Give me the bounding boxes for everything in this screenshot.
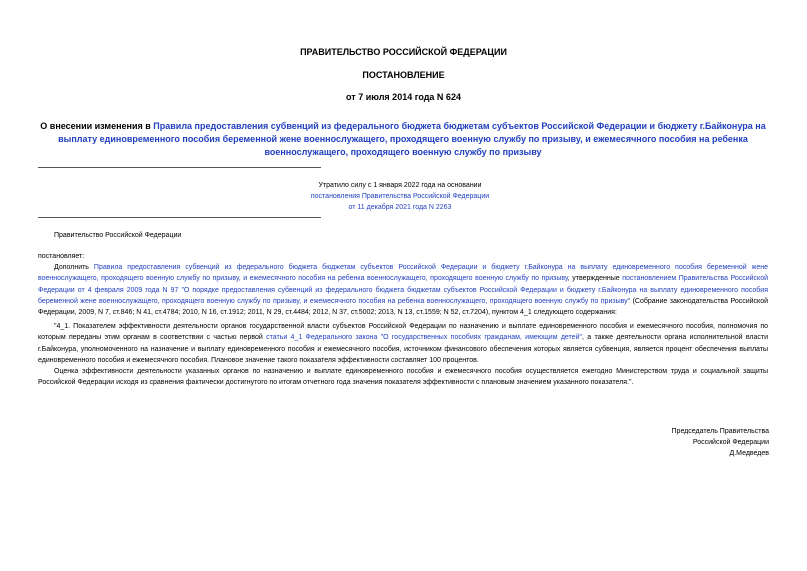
amended-rules-link[interactable]: Правила предоставления субвенций из федерального бюджета бюджетам субъектов Российской Федерации и бюджету г.Байконура на выплату единовременного пособия беременной жене военнослужащего, проходящего военную службу по призыву, и ежемесячного пособия на ребенка военнослужащего, проходящего военную службу по призыву (38, 264, 768, 283)
signature-name: Д.Медведев (729, 450, 769, 457)
signature-block (672, 426, 769, 459)
rules-link[interactable]: Правила предоставления субвенций из федерального бюджета бюджетам субъектов Российской Федерации и бюджету г.Байконура на выплату единовременного пособия беременной жене военнослужащего, проходящего военную службу по призыву, и ежемесячного пособия на ребенка военнослужащего, проходящего военную службу по призыву (58, 121, 766, 157)
signature-org: Российской Федерации (692, 439, 769, 446)
point-pre: "4_1. Показателем эффективности деятельности органов государственной власти субъектов Российской Федерации по назначению и выплате единовременного пособия и ежемесячного пособия, полномочия по которым переданы этим органам в соответствии с частью первой (38, 323, 768, 342)
divider-bottom (38, 217, 321, 218)
decree-word: постановляет: (38, 253, 85, 260)
government-heading: ПРАВИТЕЛЬСТВО РОССИЙСКОЙ ФЕДЕРАЦИИ (300, 47, 507, 57)
decree-97-link[interactable]: постановлением Правительства Российской Федерации от 4 февраля 2009 года N 97 "О порядке предоставления субвенций из федерального бюджета бюджетам субъектов Российской Федерации и бюджету г.Байконура на выплату единовременного пособия беременной жене военнослужащего, проходящего военную службу по призыву, и ежемесячного пособия на ребенка военнослужащего, проходящего военную службу по призыву" (38, 275, 769, 305)
point-post: , а также деятельности органа исполнительной власти г.Байконура, уполномоченного на назначение и выплату единовременного пособия и ежемесячного пособия, источником финансового обеспечения которых является субвенция, является процент обеспечения выплаты единовременного пособия и ежемесячного пособия. Плановое значение такого показателя эффективности составляет 100 процентов. (38, 334, 768, 364)
status-text: Утратило силу с 1 января 2022 года на основании (318, 182, 482, 189)
repeal-decree-link[interactable]: постановления Правительства Российской Федерации (310, 193, 490, 200)
signature-title: Председатель Правительства (671, 428, 769, 435)
title-prefix: О внесении изменения в (40, 121, 154, 131)
point-4-1-paragraph (38, 321, 768, 366)
amend-mid: , утвержденные (567, 275, 623, 283)
repeal-decree-date-link[interactable]: от 11 декабря 2021 года N 2263 (348, 204, 452, 211)
assessment-paragraph: Оценка эффективности деятельности указанных органов по назначению и выплате единовременного пособия и ежемесячного пособия осуществляется ежегодно Министерством труда и социальной защиты Российской Федерации исходя из сравнения фактически достигнутого по итогам отчетного года значения показателя эффективности с плановым значением указанного показателя.". (38, 368, 768, 387)
document-type-heading: ПОСТАНОВЛЕНИЕ (362, 70, 445, 80)
federal-law-link[interactable]: статьи 4_1 Федерального закона "О государственных пособиях гражданам, имеющим детей" (266, 334, 582, 342)
government-line: Правительство Российской Федерации (54, 232, 182, 239)
divider-top (38, 167, 321, 168)
amendment-paragraph (38, 262, 768, 318)
amend-pre: Дополнить (54, 264, 94, 271)
status-note (290, 180, 510, 213)
document-title (38, 120, 768, 159)
document-date-heading: от 7 июля 2014 года N 624 (346, 92, 461, 102)
amend-post: (Собрание законодательства Российской Федерации, 2009, N 7, ст.846; N 41, ст.4784; 2010, N 16, ст.1912; 2011, N 29, ст.4484; 2012, N 37, ст.5002; 2013, N 13, ст.1559; N 52, ст.7204), пунктом 4_1 следующего содержания: (38, 297, 769, 317)
